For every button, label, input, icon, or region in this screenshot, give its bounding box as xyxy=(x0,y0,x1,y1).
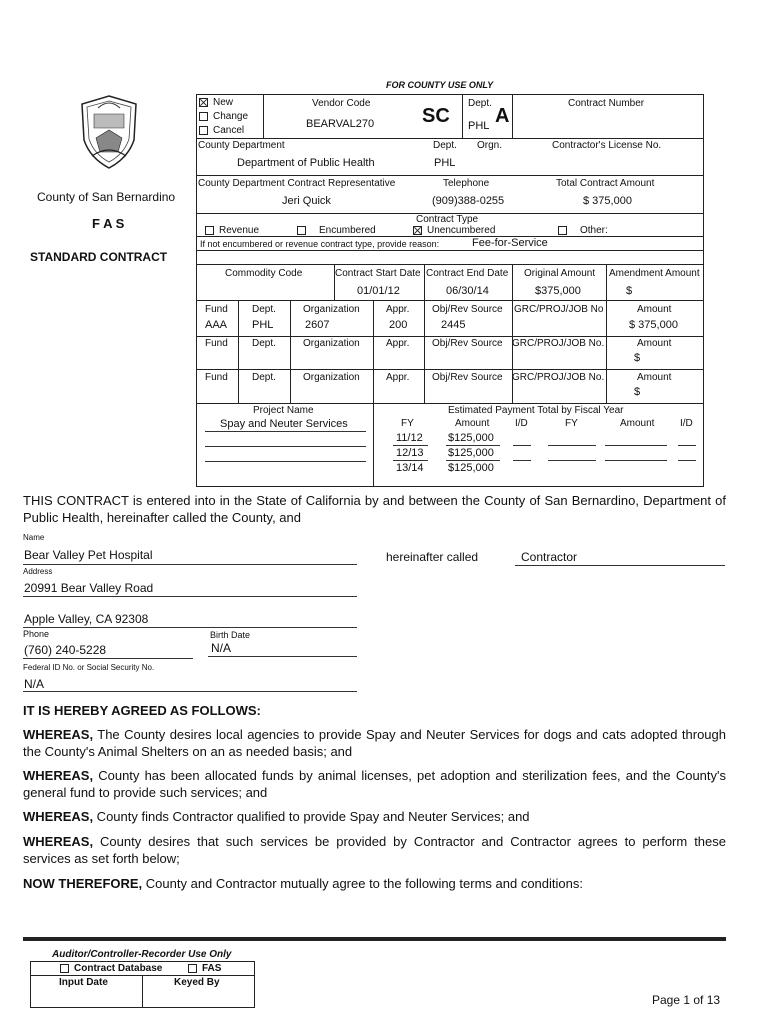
address-line-1: 20991 Bear Valley Road xyxy=(24,581,154,595)
hereinafter-text: hereinafter called xyxy=(386,550,479,564)
amt-label-2: Amount xyxy=(620,418,655,429)
whereas-1: WHEREAS, The County desires local agencies to provide Spay and Neuter Services for dogs and cats adopted through the County's Animal Shelters on an as needed basis; and xyxy=(23,727,726,759)
fy-label-2: FY xyxy=(565,418,578,429)
fed-label: Federal ID No. or Social Security No. xyxy=(23,663,155,672)
org-value: 2607 xyxy=(305,319,330,331)
fas-checkbox[interactable]: FAS xyxy=(188,963,221,974)
org-label-2: Organization xyxy=(303,338,360,349)
fy-label-1: FY xyxy=(401,418,414,429)
address-label: Address xyxy=(23,567,53,576)
amount-label-1: Amount xyxy=(637,304,672,315)
fy-amount-2: $125,000 xyxy=(448,447,494,459)
reason-label: If not encumbered or revenue contract type, provide reason: xyxy=(200,239,440,249)
total-label: Total Contract Amount xyxy=(556,178,655,189)
commodity-label: Commodity Code xyxy=(225,268,303,279)
dept-label: Dept. xyxy=(468,98,492,109)
contractor-term: Contractor xyxy=(521,550,578,564)
id-label-2: I/D xyxy=(680,418,693,429)
amt-label-1: Amount xyxy=(455,418,490,429)
start-label: Contract Start Date xyxy=(335,268,421,279)
objrev-label-3: Obj/Rev Source xyxy=(432,372,503,383)
appr-label-1: Appr. xyxy=(386,304,410,315)
license-label: Contractor's License No. xyxy=(552,140,662,151)
appr-label-3: Appr. xyxy=(386,372,410,383)
address-line-2: Apple Valley, CA 92308 xyxy=(24,612,149,626)
grc-label-3: GRC/PROJ/JOB No. xyxy=(512,372,605,383)
orgn-label: Orgn. xyxy=(477,140,503,151)
a-code: A xyxy=(495,105,510,127)
org-label-3: Organization xyxy=(303,372,360,383)
vendor-code: BEARVAL270 xyxy=(306,118,375,130)
auditor-heading: Auditor/Controller-Recorder Use Only xyxy=(52,949,232,960)
grc-label-2: GRC/PROJ/JOB No. xyxy=(512,338,605,349)
fy-row-3: 13/14 xyxy=(396,462,424,474)
dept2-label: Dept. xyxy=(433,140,457,151)
amount-label-3: Amount xyxy=(637,372,672,383)
objrev-label-1: Obj/Rev Source xyxy=(432,304,503,315)
county-use-heading: FOR COUNTY USE ONLY xyxy=(386,80,494,90)
phone-value: (760) 240-5228 xyxy=(24,643,107,657)
dept-value: PHL xyxy=(468,120,490,132)
org-label-1: Organization xyxy=(303,304,360,315)
birth-label: Birth Date xyxy=(210,630,251,640)
name-label: Name xyxy=(23,533,45,542)
estimated-label: Estimated Payment Total by Fiscal Year xyxy=(448,405,624,416)
intro-paragraph: THIS CONTRACT is entered into in the State of California by and between the County of San Bernardino, Department of Public Health, hereinafter called the County, and xyxy=(23,493,726,525)
end-label: Contract End Date xyxy=(426,268,509,279)
whereas-3: WHEREAS, County finds Contractor qualified to provide Spay and Neuter Services; and xyxy=(23,809,530,824)
contract-database-checkbox[interactable]: Contract Database xyxy=(60,963,162,974)
amount-value-1: $ 375,000 xyxy=(629,319,678,331)
fas-heading: F A S xyxy=(92,216,125,231)
sc-code: SC xyxy=(422,105,450,127)
dept-label-1: Dept. xyxy=(252,304,276,315)
amendment-label: Amendment Amount xyxy=(609,268,700,279)
dept-label-3: Dept. xyxy=(252,372,276,383)
objrev-label-2: Obj/Rev Source xyxy=(432,338,503,349)
appr-label-2: Appr. xyxy=(386,338,410,349)
whereas-2: WHEREAS, County has been allocated funds by animal licenses, pet adoption and sterilization fees, and the County's general fund to provide such services; and xyxy=(23,768,726,800)
fy-row-1: 11/12 xyxy=(396,432,423,444)
fy-amount-3: $125,000 xyxy=(448,462,494,474)
input-date-label: Input Date xyxy=(59,977,108,988)
amount-label-2: Amount xyxy=(637,338,672,349)
fund-label-2: Fund xyxy=(205,338,228,349)
contract-number-label: Contract Number xyxy=(568,98,645,109)
vendor-code-label: Vendor Code xyxy=(312,98,371,109)
whereas-4: WHEREAS, County desires that such services be provided by Contractor and Contractor agrees to perform these services as set forth below; xyxy=(23,834,726,866)
amount-value-3: $ xyxy=(634,386,641,398)
county-department-label: County Department xyxy=(198,140,285,151)
fed-value: N/A xyxy=(24,677,45,691)
rep-value: Jeri Quick xyxy=(282,195,331,207)
end-value: 06/30/14 xyxy=(446,285,489,297)
other-checkbox[interactable]: Other: xyxy=(558,225,608,236)
dept2-value: PHL xyxy=(434,157,456,169)
fund-label-1: Fund xyxy=(205,304,228,315)
fy-row-2: 12/13 xyxy=(396,447,424,459)
dept-label-2: Dept. xyxy=(252,338,276,349)
agreed-heading: IT IS HEREBY AGREED AS FOLLOWS: xyxy=(23,703,261,718)
cancel-checkbox[interactable]: Cancel xyxy=(199,125,244,136)
county-name: County of San Bernardino xyxy=(37,190,176,204)
project-label: Project Name xyxy=(253,405,314,416)
telephone-value: (909)388-0255 xyxy=(432,195,505,207)
grc-label-1: GRC/PROJ/JOB No xyxy=(514,304,604,315)
start-value: 01/01/12 xyxy=(357,285,400,297)
project-value: Spay and Neuter Services xyxy=(220,418,348,430)
phone-label: Phone xyxy=(23,629,50,639)
reason-value: Fee-for-Service xyxy=(472,237,548,249)
appr-value: 200 xyxy=(389,319,408,331)
birth-value: N/A xyxy=(211,641,232,655)
amendment-value: $ xyxy=(626,285,633,297)
county-seal xyxy=(78,94,140,170)
page-number: Page 1 of 13 xyxy=(652,993,721,1007)
original-label: Original Amount xyxy=(524,268,596,279)
unencumbered-checkbox[interactable]: Unencumbered xyxy=(413,225,495,236)
revenue-checkbox[interactable]: Revenue xyxy=(205,225,259,236)
id-label-1: I/D xyxy=(515,418,528,429)
fy-amount-1: $125,000 xyxy=(448,432,494,444)
fund-value: AAA xyxy=(205,319,228,331)
contractor-name: Bear Valley Pet Hospital xyxy=(24,548,153,562)
fund-label-3: Fund xyxy=(205,372,228,383)
original-value: $375,000 xyxy=(535,285,581,297)
keyed-by-label: Keyed By xyxy=(174,977,220,988)
change-checkbox[interactable]: Change xyxy=(199,111,248,122)
encumbered-checkbox[interactable]: Encumbered xyxy=(297,225,376,236)
contract-type-label: Contract Type xyxy=(416,214,479,225)
new-checkbox[interactable]: New xyxy=(199,97,233,108)
rep-label: County Department Contract Representative xyxy=(198,178,396,189)
total-value: $ 375,000 xyxy=(583,195,632,207)
telephone-label: Telephone xyxy=(443,178,490,189)
now-therefore: NOW THEREFORE, County and Contractor mutually agree to the following terms and conditions: xyxy=(23,876,583,891)
standard-contract-heading: STANDARD CONTRACT xyxy=(30,250,168,264)
amount-value-2: $ xyxy=(634,352,641,364)
fund-dept-value: PHL xyxy=(252,319,274,331)
objrev-value: 2445 xyxy=(441,319,466,331)
county-department: Department of Public Health xyxy=(237,157,375,169)
